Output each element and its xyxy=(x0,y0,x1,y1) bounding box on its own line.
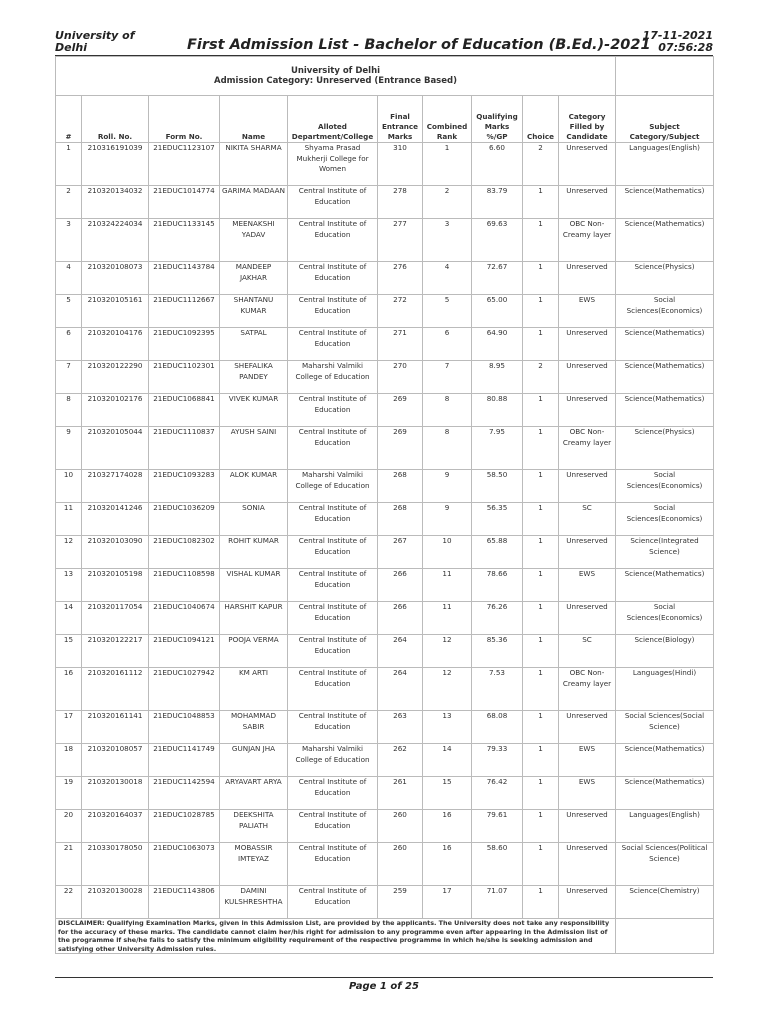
caption-cell xyxy=(56,57,616,96)
combined-rank-cell: 11 xyxy=(423,569,472,602)
qualifying-marks-cell: 85.36 xyxy=(472,635,523,668)
allotted-college-cell: Maharshi Valmiki College of Education xyxy=(288,470,378,503)
choice-cell: 2 xyxy=(523,361,559,394)
combined-rank-cell: 8 xyxy=(423,427,472,470)
row-number-cell: 21 xyxy=(56,843,82,886)
row-number-cell: 11 xyxy=(56,503,82,536)
entrance-marks-cell: 269 xyxy=(378,427,423,470)
table-row xyxy=(56,810,714,843)
combined-rank-cell: 15 xyxy=(423,777,472,810)
form-number-cell: 21EDUC1102301 xyxy=(149,361,220,394)
form-number-cell: 21EDUC1082302 xyxy=(149,536,220,569)
combined-rank-cell: 16 xyxy=(423,843,472,886)
row-number-cell: 7 xyxy=(56,361,82,394)
combined-rank-cell: 8 xyxy=(423,394,472,427)
candidate-name-cell: POOJA VERMA xyxy=(220,635,288,668)
form-number-cell: 21EDUC1141749 xyxy=(149,744,220,777)
roll-number-cell: 210320161112 xyxy=(82,668,149,711)
document-title: First Admission List - Bachelor of Education (B.Ed.)-2021 xyxy=(187,37,651,53)
roll-number-cell: 210320105198 xyxy=(82,569,149,602)
row-number-cell: 12 xyxy=(56,536,82,569)
row-number-cell: 10 xyxy=(56,470,82,503)
row-number-cell: 19 xyxy=(56,777,82,810)
row-number-cell: 14 xyxy=(56,602,82,635)
caption-category: Admission Category: Unreserved (Entrance Based) xyxy=(214,76,457,86)
column-header: Name xyxy=(220,96,288,143)
candidate-name-cell: KM ARTI xyxy=(220,668,288,711)
combined-rank-cell: 4 xyxy=(423,262,472,295)
allotted-college-cell: Maharshi Valmiki College of Education xyxy=(288,361,378,394)
page-header xyxy=(55,0,713,55)
combined-rank-cell: 7 xyxy=(423,361,472,394)
choice-cell: 1 xyxy=(523,219,559,262)
qualifying-marks-cell: 65.00 xyxy=(472,295,523,328)
candidate-name-cell: SHEFALIKA PANDEY xyxy=(220,361,288,394)
table-row xyxy=(56,262,714,295)
row-number-cell: 1 xyxy=(56,143,82,186)
form-number-cell: 21EDUC1028785 xyxy=(149,810,220,843)
subject-cell: Science(Physics) xyxy=(616,262,714,295)
category-cell: OBC Non-Creamy layer xyxy=(559,427,616,470)
column-header-row xyxy=(56,96,714,143)
allotted-college-cell: Central Institute of Education xyxy=(288,186,378,219)
roll-number-cell: 210324224034 xyxy=(82,219,149,262)
entrance-marks-cell: 268 xyxy=(378,470,423,503)
candidate-name-cell: GARIMA MADAAN xyxy=(220,186,288,219)
table-row xyxy=(56,219,714,262)
allotted-college-cell: Central Institute of Education xyxy=(288,711,378,744)
column-header: Roll. No. xyxy=(82,96,149,143)
subject-cell: Social Sciences(Economics) xyxy=(616,602,714,635)
category-cell: Unreserved xyxy=(559,886,616,919)
candidate-name-cell: MOBASSIR IMTEYAZ xyxy=(220,843,288,886)
form-number-cell: 21EDUC1048853 xyxy=(149,711,220,744)
category-cell: Unreserved xyxy=(559,711,616,744)
allotted-college-cell: Central Institute of Education xyxy=(288,427,378,470)
category-cell: OBC Non-Creamy layer xyxy=(559,668,616,711)
category-cell: Unreserved xyxy=(559,536,616,569)
subject-cell: Languages(Hindi) xyxy=(616,668,714,711)
subject-cell: Science(Integrated Science) xyxy=(616,536,714,569)
disclaimer-blank-cell xyxy=(616,919,714,954)
university-name: University of Delhi xyxy=(55,29,135,54)
form-number-cell: 21EDUC1094121 xyxy=(149,635,220,668)
candidate-name-cell: VISHAL KUMAR xyxy=(220,569,288,602)
row-number-cell: 13 xyxy=(56,569,82,602)
row-number-cell: 9 xyxy=(56,427,82,470)
form-number-cell: 21EDUC1110837 xyxy=(149,427,220,470)
allotted-college-cell: Maharshi Valmiki College of Education xyxy=(288,744,378,777)
qualifying-marks-cell: 56.35 xyxy=(472,503,523,536)
allotted-college-cell: Central Institute of Education xyxy=(288,810,378,843)
subject-cell: Social Sciences(Economics) xyxy=(616,295,714,328)
table-row xyxy=(56,569,714,602)
entrance-marks-cell: 271 xyxy=(378,328,423,361)
roll-number-cell: 210320122217 xyxy=(82,635,149,668)
entrance-marks-cell: 268 xyxy=(378,503,423,536)
choice-cell: 1 xyxy=(523,427,559,470)
allotted-college-cell: Central Institute of Education xyxy=(288,602,378,635)
qualifying-marks-cell: 72.67 xyxy=(472,262,523,295)
subject-cell: Science(Mathematics) xyxy=(616,394,714,427)
entrance-marks-cell: 264 xyxy=(378,668,423,711)
column-header: Category Filled by Candidate xyxy=(559,96,616,143)
combined-rank-cell: 12 xyxy=(423,635,472,668)
entrance-marks-cell: 264 xyxy=(378,635,423,668)
table-row xyxy=(56,602,714,635)
allotted-college-cell: Central Institute of Education xyxy=(288,635,378,668)
combined-rank-cell: 5 xyxy=(423,295,472,328)
table-row xyxy=(56,295,714,328)
row-number-cell: 4 xyxy=(56,262,82,295)
entrance-marks-cell: 278 xyxy=(378,186,423,219)
roll-number-cell: 210320104176 xyxy=(82,328,149,361)
candidate-name-cell: NIKITA SHARMA xyxy=(220,143,288,186)
disclaimer-row xyxy=(56,919,714,954)
allotted-college-cell: Central Institute of Education xyxy=(288,536,378,569)
qualifying-marks-cell: 80.88 xyxy=(472,394,523,427)
roll-number-cell: 210320105044 xyxy=(82,427,149,470)
combined-rank-cell: 2 xyxy=(423,186,472,219)
form-number-cell: 21EDUC1112667 xyxy=(149,295,220,328)
candidate-name-cell: GUNJAN JHA xyxy=(220,744,288,777)
category-cell: EWS xyxy=(559,295,616,328)
allotted-college-cell: Central Institute of Education xyxy=(288,295,378,328)
allotted-college-cell: Shyama Prasad Mukherji College for Women xyxy=(288,143,378,186)
choice-cell: 1 xyxy=(523,744,559,777)
category-cell: OBC Non-Creamy layer xyxy=(559,219,616,262)
combined-rank-cell: 17 xyxy=(423,886,472,919)
entrance-marks-cell: 266 xyxy=(378,602,423,635)
category-cell: EWS xyxy=(559,569,616,602)
candidate-name-cell: ROHIT KUMAR xyxy=(220,536,288,569)
table-row xyxy=(56,668,714,711)
choice-cell: 1 xyxy=(523,503,559,536)
qualifying-marks-cell: 79.61 xyxy=(472,810,523,843)
entrance-marks-cell: 261 xyxy=(378,777,423,810)
row-number-cell: 18 xyxy=(56,744,82,777)
subject-cell: Science(Biology) xyxy=(616,635,714,668)
subject-cell: Science(Physics) xyxy=(616,427,714,470)
roll-number-cell: 210320102176 xyxy=(82,394,149,427)
roll-number-cell: 210327174028 xyxy=(82,470,149,503)
category-cell: Unreserved xyxy=(559,186,616,219)
roll-number-cell: 210320108073 xyxy=(82,262,149,295)
qualifying-marks-cell: 76.42 xyxy=(472,777,523,810)
allotted-college-cell: Central Institute of Education xyxy=(288,569,378,602)
row-number-cell: 20 xyxy=(56,810,82,843)
combined-rank-cell: 9 xyxy=(423,470,472,503)
row-number-cell: 8 xyxy=(56,394,82,427)
qualifying-marks-cell: 76.26 xyxy=(472,602,523,635)
choice-cell: 1 xyxy=(523,186,559,219)
qualifying-marks-cell: 8.95 xyxy=(472,361,523,394)
roll-number-cell: 210320134032 xyxy=(82,186,149,219)
form-number-cell: 21EDUC1036209 xyxy=(149,503,220,536)
category-cell: EWS xyxy=(559,777,616,810)
category-cell: SC xyxy=(559,635,616,668)
caption-blank-cell xyxy=(616,57,714,96)
form-number-cell: 21EDUC1014774 xyxy=(149,186,220,219)
table-row xyxy=(56,711,714,744)
allotted-college-cell: Central Institute of Education xyxy=(288,328,378,361)
entrance-marks-cell: 272 xyxy=(378,295,423,328)
allotted-college-cell: Central Institute of Education xyxy=(288,394,378,427)
disclaimer-text: DISCLAIMER: Qualifying Examination Marks, given in this Admission List, are provided by the applicants. The University does not take any responsibility for the accuracy of these marks. The candidate cannot claim her/his right for admission to any programme even after appearing in the Admission list of the programme if she/he fails to satisfy the minimum eligibility requirement of the respective programme in which he/she is seeking admission and satisfying other University Admission rules. xyxy=(56,919,616,954)
candidate-name-cell: SATPAL xyxy=(220,328,288,361)
candidate-name-cell: HARSHIT KAPUR xyxy=(220,602,288,635)
candidate-name-cell: DEEKSHITA PALIATH xyxy=(220,810,288,843)
column-header: # xyxy=(56,96,82,143)
entrance-marks-cell: 260 xyxy=(378,810,423,843)
subject-cell: Science(Mathematics) xyxy=(616,219,714,262)
combined-rank-cell: 10 xyxy=(423,536,472,569)
form-number-cell: 21EDUC1068841 xyxy=(149,394,220,427)
roll-number-cell: 210320130018 xyxy=(82,777,149,810)
row-number-cell: 3 xyxy=(56,219,82,262)
qualifying-marks-cell: 64.90 xyxy=(472,328,523,361)
row-number-cell: 6 xyxy=(56,328,82,361)
choice-cell: 1 xyxy=(523,394,559,427)
allotted-college-cell: Central Institute of Education xyxy=(288,777,378,810)
row-number-cell: 22 xyxy=(56,886,82,919)
candidate-name-cell: SONIA xyxy=(220,503,288,536)
table-row xyxy=(56,777,714,810)
qualifying-marks-cell: 79.33 xyxy=(472,744,523,777)
combined-rank-cell: 1 xyxy=(423,143,472,186)
table-row xyxy=(56,886,714,919)
choice-cell: 1 xyxy=(523,569,559,602)
subject-cell: Science(Mathematics) xyxy=(616,744,714,777)
allotted-college-cell: Central Institute of Education xyxy=(288,219,378,262)
admission-table xyxy=(55,56,714,954)
subject-cell: Languages(English) xyxy=(616,810,714,843)
allotted-college-cell: Central Institute of Education xyxy=(288,668,378,711)
form-number-cell: 21EDUC1040674 xyxy=(149,602,220,635)
qualifying-marks-cell: 83.79 xyxy=(472,186,523,219)
choice-cell: 1 xyxy=(523,668,559,711)
table-row xyxy=(56,427,714,470)
qualifying-marks-cell: 69.63 xyxy=(472,219,523,262)
entrance-marks-cell: 267 xyxy=(378,536,423,569)
entrance-marks-cell: 310 xyxy=(378,143,423,186)
entrance-marks-cell: 260 xyxy=(378,843,423,886)
form-number-cell: 21EDUC1092395 xyxy=(149,328,220,361)
column-header: Combined Rank xyxy=(423,96,472,143)
column-header: Choice xyxy=(523,96,559,143)
allotted-college-cell: Central Institute of Education xyxy=(288,886,378,919)
form-number-cell: 21EDUC1063073 xyxy=(149,843,220,886)
column-header: Alloted Department/College xyxy=(288,96,378,143)
roll-number-cell: 210320108057 xyxy=(82,744,149,777)
column-header: Final Entrance Marks xyxy=(378,96,423,143)
row-number-cell: 5 xyxy=(56,295,82,328)
combined-rank-cell: 12 xyxy=(423,668,472,711)
category-cell: Unreserved xyxy=(559,602,616,635)
caption-university: University of Delhi xyxy=(290,66,381,76)
form-number-cell: 21EDUC1093283 xyxy=(149,470,220,503)
table-caption xyxy=(56,57,714,96)
page-number: Page 1 of 25 xyxy=(349,981,419,992)
roll-number-cell: 210320164037 xyxy=(82,810,149,843)
column-header: Form No. xyxy=(149,96,220,143)
entrance-marks-cell: 276 xyxy=(378,262,423,295)
form-number-cell: 21EDUC1123107 xyxy=(149,143,220,186)
allotted-college-cell: Central Institute of Education xyxy=(288,503,378,536)
form-number-cell: 21EDUC1108598 xyxy=(149,569,220,602)
row-number-cell: 15 xyxy=(56,635,82,668)
form-number-cell: 21EDUC1142594 xyxy=(149,777,220,810)
table-row xyxy=(56,503,714,536)
combined-rank-cell: 11 xyxy=(423,602,472,635)
choice-cell: 1 xyxy=(523,810,559,843)
candidate-name-cell: MANDEEP JAKHAR xyxy=(220,262,288,295)
subject-cell: Science(Mathematics) xyxy=(616,361,714,394)
qualifying-marks-cell: 6.60 xyxy=(472,143,523,186)
row-number-cell: 17 xyxy=(56,711,82,744)
candidate-name-cell: DAMINI KULSHRESHTHA xyxy=(220,886,288,919)
category-cell: Unreserved xyxy=(559,843,616,886)
footer-divider xyxy=(55,977,713,978)
choice-cell: 1 xyxy=(523,711,559,744)
roll-number-cell: 210320117054 xyxy=(82,602,149,635)
column-header: Qualifying Marks %/GP xyxy=(472,96,523,143)
qualifying-marks-cell: 65.88 xyxy=(472,536,523,569)
column-header: Subject Category/Subject xyxy=(616,96,714,143)
candidate-name-cell: AYUSH SAINI xyxy=(220,427,288,470)
choice-cell: 1 xyxy=(523,602,559,635)
category-cell: Unreserved xyxy=(559,394,616,427)
print-date: 17-11-2021 xyxy=(642,29,713,42)
form-number-cell: 21EDUC1133145 xyxy=(149,219,220,262)
qualifying-marks-cell: 7.95 xyxy=(472,427,523,470)
subject-cell: Science(Mathematics) xyxy=(616,569,714,602)
entrance-marks-cell: 270 xyxy=(378,361,423,394)
subject-cell: Social Sciences(Political Science) xyxy=(616,843,714,886)
qualifying-marks-cell: 71.07 xyxy=(472,886,523,919)
category-cell: EWS xyxy=(559,744,616,777)
subject-cell: Languages(English) xyxy=(616,143,714,186)
subject-cell: Science(Mathematics) xyxy=(616,777,714,810)
subject-cell: Science(Mathematics) xyxy=(616,328,714,361)
table-body xyxy=(56,143,714,919)
table-row xyxy=(56,361,714,394)
table-row xyxy=(56,744,714,777)
combined-rank-cell: 6 xyxy=(423,328,472,361)
qualifying-marks-cell: 7.53 xyxy=(472,668,523,711)
choice-cell: 1 xyxy=(523,886,559,919)
table-row xyxy=(56,635,714,668)
table-row xyxy=(56,843,714,886)
roll-number-cell: 210320141246 xyxy=(82,503,149,536)
combined-rank-cell: 3 xyxy=(423,219,472,262)
category-cell: Unreserved xyxy=(559,470,616,503)
subject-cell: Social Sciences(Economics) xyxy=(616,503,714,536)
roll-number-cell: 210330178050 xyxy=(82,843,149,886)
table-row xyxy=(56,536,714,569)
roll-number-cell: 210320105161 xyxy=(82,295,149,328)
category-cell: Unreserved xyxy=(559,143,616,186)
choice-cell: 1 xyxy=(523,536,559,569)
category-cell: Unreserved xyxy=(559,328,616,361)
table-row xyxy=(56,394,714,427)
entrance-marks-cell: 269 xyxy=(378,394,423,427)
subject-cell: Social Sciences(Economics) xyxy=(616,470,714,503)
form-number-cell: 21EDUC1027942 xyxy=(149,668,220,711)
qualifying-marks-cell: 78.66 xyxy=(472,569,523,602)
allotted-college-cell: Central Institute of Education xyxy=(288,262,378,295)
form-number-cell: 21EDUC1143806 xyxy=(149,886,220,919)
choice-cell: 1 xyxy=(523,635,559,668)
entrance-marks-cell: 277 xyxy=(378,219,423,262)
qualifying-marks-cell: 58.50 xyxy=(472,470,523,503)
print-time: 07:56:28 xyxy=(658,41,713,54)
timestamp xyxy=(643,30,713,54)
entrance-marks-cell: 263 xyxy=(378,711,423,744)
roll-number-cell: 210320161141 xyxy=(82,711,149,744)
subject-cell: Social Sciences(Social Science) xyxy=(616,711,714,744)
roll-number-cell: 210316191039 xyxy=(82,143,149,186)
choice-cell: 1 xyxy=(523,328,559,361)
combined-rank-cell: 14 xyxy=(423,744,472,777)
roll-number-cell: 210320103090 xyxy=(82,536,149,569)
table-row xyxy=(56,186,714,219)
entrance-marks-cell: 259 xyxy=(378,886,423,919)
candidate-name-cell: MOHAMMAD SABIR xyxy=(220,711,288,744)
subject-cell: Science(Chemistry) xyxy=(616,886,714,919)
choice-cell: 1 xyxy=(523,295,559,328)
candidate-name-cell: VIVEK KUMAR xyxy=(220,394,288,427)
combined-rank-cell: 16 xyxy=(423,810,472,843)
choice-cell: 1 xyxy=(523,843,559,886)
table-row xyxy=(56,328,714,361)
candidate-name-cell: MEENAKSHI YADAV xyxy=(220,219,288,262)
form-number-cell: 21EDUC1143784 xyxy=(149,262,220,295)
qualifying-marks-cell: 68.08 xyxy=(472,711,523,744)
choice-cell: 1 xyxy=(523,470,559,503)
candidate-name-cell: SHANTANU KUMAR xyxy=(220,295,288,328)
candidate-name-cell: ARYAVART ARYA xyxy=(220,777,288,810)
choice-cell: 1 xyxy=(523,777,559,810)
choice-cell: 2 xyxy=(523,143,559,186)
combined-rank-cell: 13 xyxy=(423,711,472,744)
table-row xyxy=(56,143,714,186)
row-number-cell: 2 xyxy=(56,186,82,219)
combined-rank-cell: 9 xyxy=(423,503,472,536)
category-cell: Unreserved xyxy=(559,262,616,295)
candidate-name-cell: ALOK KUMAR xyxy=(220,470,288,503)
category-cell: Unreserved xyxy=(559,810,616,843)
entrance-marks-cell: 262 xyxy=(378,744,423,777)
allotted-college-cell: Central Institute of Education xyxy=(288,843,378,886)
category-cell: Unreserved xyxy=(559,361,616,394)
entrance-marks-cell: 266 xyxy=(378,569,423,602)
table-row xyxy=(56,470,714,503)
subject-cell: Science(Mathematics) xyxy=(616,186,714,219)
roll-number-cell: 210320122290 xyxy=(82,361,149,394)
choice-cell: 1 xyxy=(523,262,559,295)
category-cell: SC xyxy=(559,503,616,536)
row-number-cell: 16 xyxy=(56,668,82,711)
qualifying-marks-cell: 58.60 xyxy=(472,843,523,886)
roll-number-cell: 210320130028 xyxy=(82,886,149,919)
